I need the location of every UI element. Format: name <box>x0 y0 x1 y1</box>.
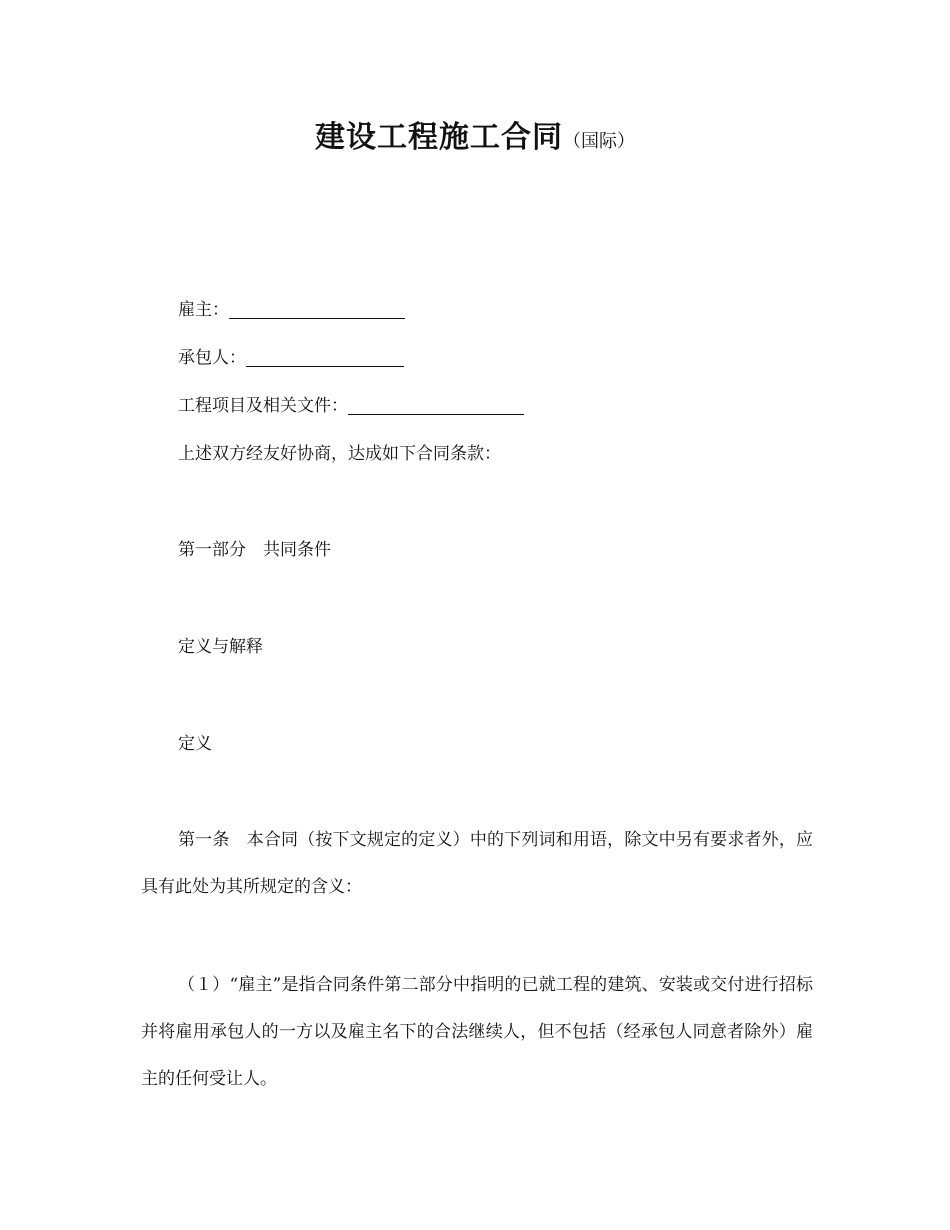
document-title <box>0 112 950 156</box>
title-main: 建设工程施工合同 <box>315 120 563 155</box>
project-label: 工程项目及相关文件： <box>178 396 348 416</box>
contractor-label: 承包人： <box>178 348 246 368</box>
section-heading: 定义与解释 <box>178 637 263 657</box>
intro-text: 上述双方经友好协商，达成如下合同条款： <box>178 444 501 464</box>
article-1: 第一条 本合同（按下文规定的定义）中的下列词和用语，除文中另有要求者外，应具有此处为其所规定的含义： <box>141 830 813 897</box>
employer-line <box>178 298 405 322</box>
clause-1: （１）“雇主”是指合同条件第二部分中指明的已就工程的建筑、安装或交付进行招标并将雇用承包人的一方以及雇主名下的合法继续人，但不包括（经承包人同意者除外）雇主的任何受让人。 <box>141 975 813 1089</box>
employer-label: 雇主： <box>178 300 229 320</box>
project-blank <box>348 396 524 415</box>
contractor-blank <box>246 348 404 367</box>
contractor-line <box>178 346 404 370</box>
subsection-heading: 定义 <box>178 734 212 754</box>
title-subtitle: （国际） <box>563 131 635 152</box>
part-heading: 第一部分 共同条件 <box>178 540 331 560</box>
employer-blank <box>229 300 405 319</box>
project-line <box>178 394 524 418</box>
